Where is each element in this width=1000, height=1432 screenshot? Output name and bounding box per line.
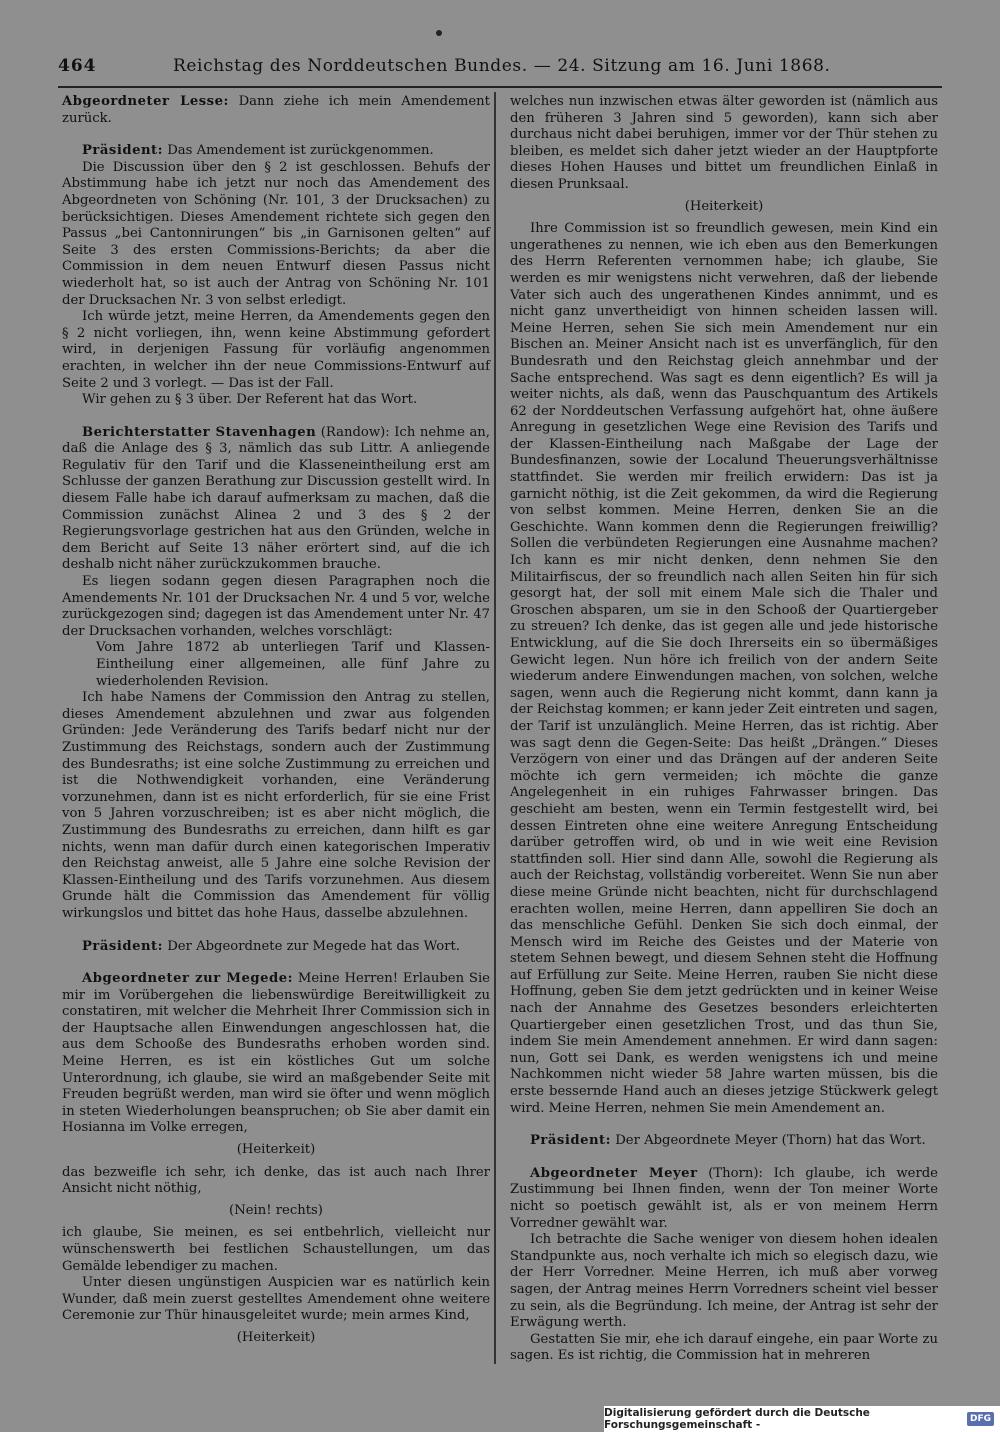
paragraph [62, 160, 490, 309]
right-column [510, 94, 938, 1365]
dfg-logo: DFG [967, 1412, 994, 1426]
paragraph-text: Die Discussion über den § 2 ist geschlossen. Behufs der Abstimmung habe ich jetzt nur noch das Amendement des Abgeordneten von Schöning (Nr. 101, 3 der Drucksachen) zu berücksichtigen. Dieses Amendement richtete sich gegen den Passus „bei Cantonnirungen“ bis „in Garnisonen gelten“ auf Seite 3 des ersten Commissions-Berichts; da aber die Commission in dem neuen Entwurf diesen Passus nicht wiederholt hat, so ist auch der Antrag von Schöning Nr. 101 der Drucksachen Nr. 3 von selbst erledigt. [62, 159, 490, 308]
paragraph-text: Ihre Commission ist so freundlich gewesen, mein Kind ein ungerathenes zu nennen, wie ich eben aus den Bemerkungen des Herrn Referenten vernommen habe; ich glaube, Sie werden es mir wenigstens nicht verwehren, daß der liebende Vater sich auch des ungerathenen Kindes annimmt, und es nicht ganz unvertheidigt von hinnen scheiden lassen will. Meine Herren, sehen Sie sich mein Amendement nur ein Bischen an. Meiner Ansicht nach ist es unverfänglich, für den Bundesrath und den Reichstag gleich annehmbar und der Sache entsprechend. Was sagt es denn eigentlich? Es will ja weiter nichts, als daß, wenn das Pauschquantum des Artikels 62 der Norddeutschen Verfassung aufgehört hat, ohne äußere Anregung in gesetzlichen Wege eine Revision des Tarifs und der Klassen-Eintheilung nach Maßgabe der Lage der Bundesfinanzen, sowie der Localund Theuerungsverhältnisse stattfindet. Sie werden mir freilich erwidern: Das ist ja garnicht nöthig, ist die Zeit gekommen, da wird die Regierung von selbst kommen. Meine Herren, denken Sie an die Geschichte. Wann kommen denn die Regierungen freiwillig? Sollen die verbündeten Regierungen eine Ausnahme machen? Ich kann es mir nicht denken, denn nehmen Sie den Militairfiscus, der so freundlich nach allen Seiten hin für sich gesorgt hat, der soll mit einem Male sich die Thaler und Groschen absparen, um sie in den Schooß der Quartiergeber zu streuen? Ich denke, das ist gegen alle und jede historische Entwicklung, auf die Sie doch Ihrerseits ein so übermäßiges Gewicht legen. Nun höre ich freilich von der andern Seite wiederum andere Einwendungen machen, von solchen, welche sagen, wenn auch die Regierung nicht kommt, dann kann ja der Reichstag kommen; er kann jeder Zeit eintreten und sagen, der Tarif ist unzulänglich. Meine Herren, das ist richtig. Aber was sagt denn die Gegen-Seite: Das heißt „Drängen.“ Dieses Verzögern von einer und das Drängen auf der anderen Seite möchte ich gern vermeiden; ich möchte die ganze Angelegenheit in ein ruhiges Fahrwasser bringen. Das geschieht am besten, wenn ein Termin festgestellt wird, bei dessen Eintreten ohne eine weitere Anregung Entscheidung darüber getroffen wird, ob und in wie weit eine Revision stattfinden soll. Hier sind dann Alle, sowohl die Regierung als auch der Reichstag, vollständig vorbereitet. Wenn Sie nun aber diese meine Gründe nicht beachten, nicht für durchschlagend erachten wollen, meine Herren, dann appelliren Sie doch an das menschliche Gefühl. Denken Sie sich doch einmal, der Mensch wird im Reiche des Geistes und der Materie von stetem Sehnen bewegt, und diesem Sehnen steht die Hoffnung auf Erfüllung zur Seite. Meine Herren, rauben Sie nicht diese Hoffnung, geben Sie dem jetzt gedrückten und in keiner Weise nach der Annahme des Gesetzes besonders erleichterten Quartiergeber einen gesetzlichen Trost, und das thun Sie, indem Sie mein Amendement annehmen. Er wird dann sagen: nun, Gott sei Dank, es werden wenigstens ich und meine Nachkommen nicht wieder 58 Jahre warten müssen, bis die erste bessernde Hand auch an dieses jetzige Stückwerk gelegt wird. Meine Herren, nehmen Sie mein Amendement an. [510, 221, 938, 1116]
paragraph-text: Gestatten Sie mir, ehe ich darauf eingehe, ein paar Worte zu sagen. Es ist richtig, die Commission hat in mehreren [510, 1331, 938, 1364]
speech-paragraph [62, 425, 490, 574]
interjection: (Heiterkeit) [684, 198, 764, 214]
paragraph-text: Wir gehen zu § 3 über. Der Referent hat das Wort. [82, 392, 418, 408]
interjection: (Nein! rechts) [229, 1202, 323, 1218]
paragraph-text: Der Abgeordnete zur Megede hat das Wort. [163, 938, 461, 954]
paragraph-text: das bezweifle ich sehr, ich denke, das ist auch nach Ihrer Ansicht nicht nöthig, [62, 1164, 490, 1197]
paragraph [62, 392, 490, 409]
paragraph [510, 1332, 938, 1365]
running-title: Reichstag des Norddeutschen Bundes. — 24. Sitzung am 16. Juni 1868. [173, 56, 831, 76]
speaker-name: Abgeordneter zur Megede: [82, 971, 294, 987]
paragraph-text: (Randow): Ich nehme an, daß die Anlage des § 3, nämlich das sub Littr. A anliegende Regulativ für den Tarif und die Klasseneintheilung erst am Schlusse der ganzen Berathung zur Discussion gestellt wird. In diesem Falle habe ich darauf aufmerksam zu machen, daß die Commission zunächst Alinea 2 und 3 des § 2 der Regierungsvorlage gestrichen hat aus den Gründen, welche in dem Bericht auf Seite 13 näher erörtert sind, auf die ich deshalb nicht näher zurückzukommen brauche. [62, 424, 490, 573]
speech-paragraph [62, 143, 490, 160]
paragraph [96, 640, 490, 690]
paragraph-text: Der Abgeordnete Meyer (Thorn) hat das Wort. [611, 1133, 926, 1149]
speech-paragraph [62, 971, 490, 1137]
speech-paragraph [510, 1166, 938, 1232]
paragraph [62, 309, 490, 392]
page-header [58, 56, 940, 82]
digitization-credit [604, 1406, 1000, 1432]
speaker-name: Präsident: [82, 938, 164, 954]
speaker-name: Berichterstatter Stavenhagen [82, 424, 317, 440]
paragraph [62, 1225, 490, 1275]
paragraph-text: Es liegen sodann gegen diesen Paragraphen noch die Amendements Nr. 101 der Drucksachen Nr. 4 und 5 vor, welche zurückgezogen sind; dagegen ist das Amendement unter Nr. 47 der Drucksachen vorhanden, welches vorschlägt: [62, 574, 490, 639]
speech-paragraph [510, 1133, 938, 1150]
interjection: (Heiterkeit) [236, 1329, 316, 1345]
print-mark [436, 30, 442, 36]
header-rule [58, 86, 942, 88]
paragraph-text: welches nun inzwischen etwas älter geworden ist (nämlich aus den früheren 3 Jahren sind 5 geworden), kann sich aber durchaus nicht dabei beruhigen, immer vor der Thür stehen zu bleiben, es meldet sich daher jetzt wieder an der Hauptpforte dieses Hohen Hauses und bittet um freundlichen Einlaß in diesen Prunksaal. [510, 94, 938, 192]
paragraph-text: Meine Herren! Erlauben Sie mir im Vorübergehen die liebenswürdige Bereitwilligkeit zu constatiren, mit welcher die Mehrheit Ihrer Commission sich in der Hauptsache allen Einwendungen angeschlossen hat, die aus dem Schooße des Bundesraths erhoben worden sind. Meine Herren, es ist ein köstliches Gut um solche Unterordnung, ich glaube, sie wird an maßgebender Seite mit Freuden begrüßt werden, man wird sie öfter und wenn möglich in steten Wiederholungen beanspruchen; ob Sie aber damit ein Hosianna im Volke erregen, [62, 971, 490, 1136]
paragraph [62, 1275, 490, 1325]
speaker-name: Präsident: [82, 143, 164, 159]
speaker-name: Präsident: [530, 1133, 612, 1149]
paragraph-text: Ich habe Namens der Commission den Antrag zu stellen, dieses Amendement abzulehnen und zwar aus folgenden Gründen: Jede Veränderung des Tarifs bedarf nicht nur der Zustimmung des Reichstags, sondern auch der Zustimmung des Bundesraths; ist eine solche Zustimmung zu erreichen und ist die Nothwendigkeit vorhanden, eine Veränderung vorzunehmen, dann ist es nicht erforderlich, für sie eine Frist von 5 Jahren vorzuschreiben; ist es aber nicht möglich, die Zustimmung des Bundesraths zu erreichen, dann hilft es gar nichts, wenn man dafür durch einen kategorischen Imperativ den Reichstag anweist, alle 5 Jahre eine solche Revision der Klassen-Eintheilung und des Tarifs vorzunehmen. Aus diesem Grunde hält die Commission das Amendement für völlig wirkungslos und bittet das hohe Haus, dasselbe abzulehnen. [62, 690, 490, 921]
left-column [62, 94, 490, 1353]
paragraph-text: Vom Jahre 1872 ab unterliegen Tarif und Klassen-Eintheilung einer allgemeinen, alle fünf Jahre zu wiederholenden Revision. [96, 640, 490, 689]
paragraph-text: Ich betrachte die Sache weniger von diesem hohen idealen Standpunkte aus, noch verhalte ich mich so elegisch dazu, wie der Herr Vorredner. Meine Herren, ich muß aber vorweg sagen, der Antrag meines Herrn Vorredners scheint viel besser zu sein, als die Begründung. Ich meine, der Antrag ist sehr der Erwägung werth. [510, 1232, 938, 1331]
paragraph-text: Unter diesen ungünstigen Auspicien war es natürlich kein Wunder, daß mein zuerst gestelltes Amendement ohne weitere Ceremonie zur Thür hinausgeleitet wurde; mein armes Kind, [62, 1275, 490, 1324]
speaker-name: Abgeordneter Lesse: [62, 94, 229, 109]
column-divider [494, 92, 496, 1364]
page-number: 464 [58, 56, 97, 76]
paragraph-text: Ich würde jetzt, meine Herren, da Amendements gegen den § 2 nicht vorliegen, ihn, wenn keine Abstimmung gefordert wird, in derjenigen Fassung für vorläufig angenommen erachten, in welcher ihn der neue Commissions-Entwurf auf Seite 2 und 3 vorlegt. — Das ist der Fall. [62, 309, 490, 391]
paragraph [62, 574, 490, 640]
speech-paragraph [62, 939, 490, 956]
paragraph [510, 221, 938, 1117]
paragraph [510, 1232, 938, 1332]
speech-paragraph [62, 94, 490, 127]
paragraph [62, 690, 490, 922]
paragraph [510, 94, 938, 194]
speaker-name: Abgeordneter Meyer [530, 1165, 698, 1181]
paragraph-text: (Thorn): Ich glaube, ich werde Zustimmung bei Ihnen finden, wenn der Ton meiner Worte nicht so poetisch gewählt ist, als er von meinem Herrn Vorredner gewählt war. [510, 1165, 938, 1231]
paragraph [62, 1165, 490, 1198]
paragraph-text: Das Amendement ist zurückgenommen. [163, 143, 434, 159]
paragraph-text: Dann ziehe ich mein Amendement zurück. [62, 94, 490, 126]
interjection: (Heiterkeit) [236, 1142, 316, 1158]
credit-text: Digitalisierung gefördert durch die Deutsche Forschungsgemeinschaft - [604, 1407, 870, 1431]
paragraph-text: ich glaube, Sie meinen, es sei entbehrlich, vielleicht nur wünschenswerth bei festlichen Schaustellungen, um das Gemälde lebendiger zu machen. [62, 1225, 490, 1274]
